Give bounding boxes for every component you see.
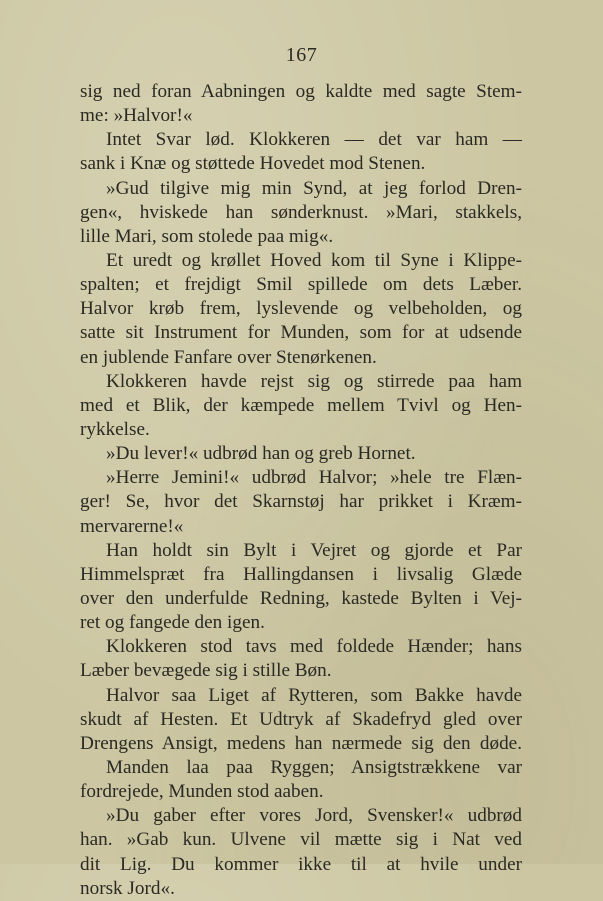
body-text — [80, 80, 522, 901]
text-line: rykkelse. — [80, 418, 150, 440]
text-line: gen«, hviskede han sønderknust. »Mari, stakkels, — [80, 201, 522, 223]
text-line: Halvor saa Liget af Rytteren, som Bakke havde — [106, 684, 522, 706]
text-line: lille Mari, som stolede paa mig«. — [80, 225, 334, 247]
text-line: Intet Svar lød. Klokkeren — det var ham — — [106, 129, 522, 151]
text-line: Himmelspræt fra Hallingdansen i livsalig Glæde — [80, 563, 522, 585]
text-line: »Du gaber efter vores Jord, Svensker!« udbrød — [106, 805, 522, 827]
text-line: »Gud tilgive mig min Synd, at jeg forlod Dren- — [106, 177, 522, 199]
text-line: satte sit Instrument for Munden, som for at udsende — [80, 322, 522, 344]
text-line: »Herre Jemini!« udbrød Halvor; »hele tre Flæn- — [106, 467, 522, 489]
text-line: en jublende Fanfare over Stenørkenen. — [80, 346, 377, 368]
text-line: ger! Se, hvor det Skarnstøj har prikket i Kræm- — [80, 491, 522, 513]
text-line: Drengens Ansigt, medens han nærmede sig den døde. — [80, 732, 522, 754]
text-line: norsk Jord«. — [80, 877, 175, 899]
text-line: Læber bevægede sig i stille Bøn. — [80, 660, 332, 682]
text-line: Han holdt sin Bylt i Vejret og gjorde et Par — [106, 539, 522, 561]
text-line: Manden laa paa Ryggen; Ansigtstrækkene var — [106, 756, 522, 778]
text-line: Et uredt og krøllet Hoved kom til Syne i Klippe- — [106, 249, 522, 271]
text-line: ret og fangede den igen. — [80, 612, 265, 634]
text-line: Halvor krøb frem, lyslevende og velbeholden, og — [80, 298, 522, 320]
text-line: mervarerne!« — [80, 515, 184, 537]
text-line: med et Blik, der kæmpede mellem Tvivl og Hen- — [80, 394, 522, 416]
text-line: over den underfulde Redning, kastede Bylten i Vej- — [80, 587, 522, 609]
text-line: me: »Halvor!« — [80, 105, 193, 127]
page-number: 167 — [285, 44, 318, 66]
text-line: Klokkeren stod tavs med foldede Hænder; hans — [106, 636, 522, 658]
text-line: »Du lever!« udbrød han og greb Hornet. — [106, 443, 416, 465]
text-line: dit Lig. Du kommer ikke til at hvile under — [80, 853, 522, 875]
text-line: Klokkeren havde rejst sig og stirrede paa ham — [106, 370, 522, 392]
text-line: sig ned foran Aabningen og kaldte med sagte Stem- — [80, 81, 522, 102]
text-line: fordrejede, Munden stod aaben. — [80, 781, 324, 803]
text-line: skudt af Hesten. Et Udtryk af Skadefryd gled over — [80, 708, 522, 730]
text-line: spalten; et frejdigt Smil spillede om dets Læber. — [80, 274, 522, 296]
text-line: han. »Gab kun. Ulvene vil mætte sig i Nat ved — [80, 829, 522, 851]
text-line: sank i Knæ og støttede Hovedet mod Stenen. — [80, 153, 426, 175]
